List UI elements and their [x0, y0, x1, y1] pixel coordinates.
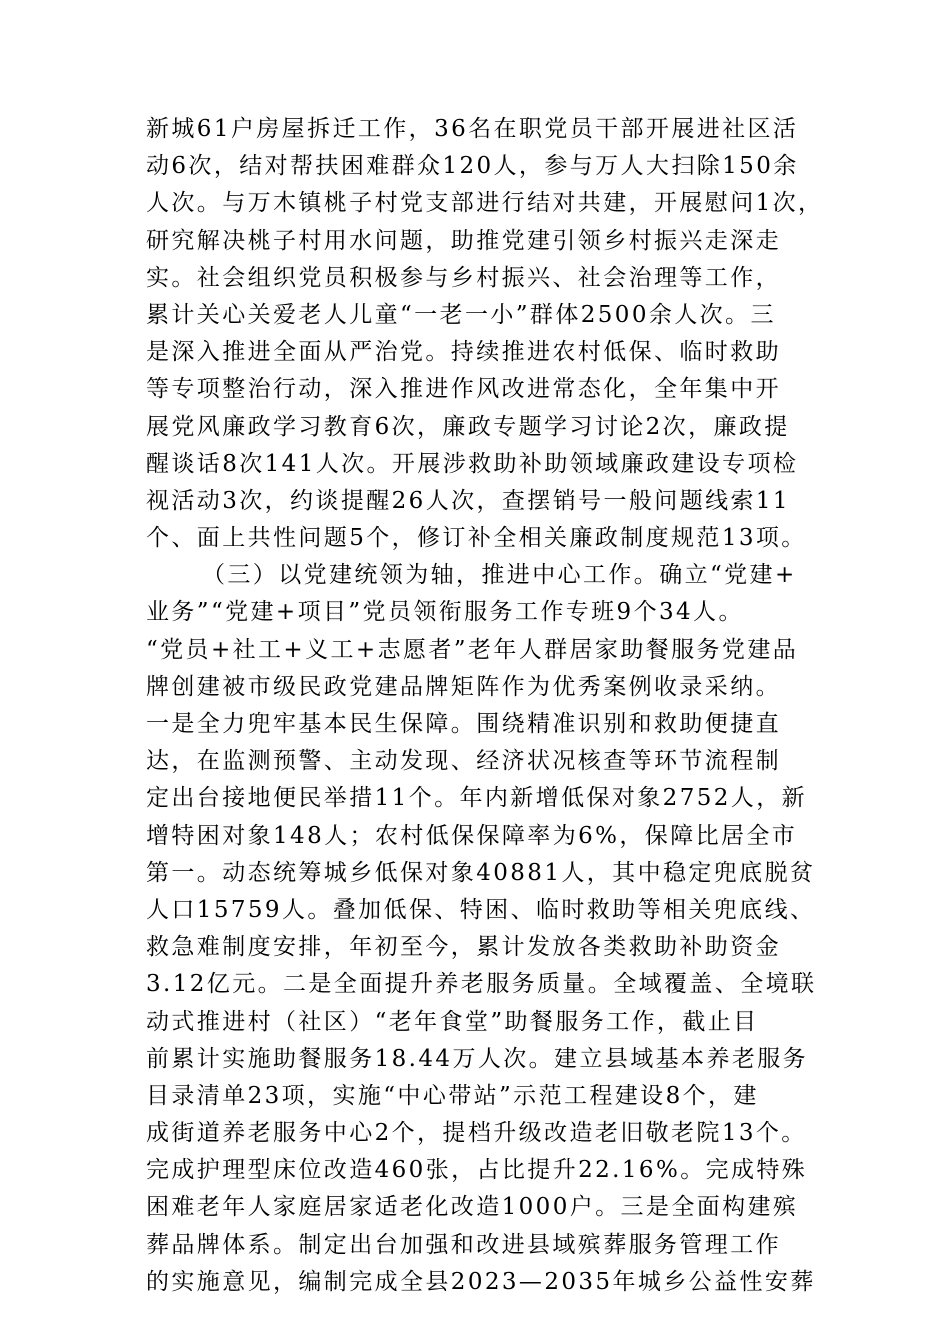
text-line: 定出台接地便民举措11个。年内新增低保对象2752人，新	[146, 785, 807, 812]
text-line: 第一。动态统筹城乡低保对象40881人，其中稳定兜底脱贫	[146, 859, 816, 886]
text-line: 人口15759人。叠加低保、特困、临时救助等相关兜底线、	[146, 896, 816, 923]
text-line: 醒谈话8次141人次。开展涉救助补助领域廉政建设专项检	[146, 450, 799, 477]
text-line: 等专项整治行动，深入推进作风改进常态化，全年集中开	[146, 376, 781, 403]
section-heading-line: （三）以党建统领为轴，推进中心工作。确立“党建+	[202, 562, 797, 589]
text-line: 葬品牌体系。制定出台加强和改进县域殡葬服务管理工作	[146, 1231, 781, 1258]
text-line: 3.12亿元。二是全面提升养老服务质量。全域覆盖、全境联	[146, 971, 817, 998]
text-line: “党员+社工+义工+志愿者”老年人群居家助餐服务党建品	[146, 636, 799, 663]
text-line: 新城61户房屋拆迁工作，36名在职党员干部开展进社区活	[146, 116, 799, 142]
text-line: 动6次，结对帮扶困难群众120人，参与万人大扫除150余	[146, 153, 799, 180]
text-line: 视活动3次，约谈提醒26人次，查摆销号一般问题线索11	[146, 487, 790, 514]
text-line: 是深入推进全面从严治党。持续推进农村低保、临时救助	[146, 339, 781, 366]
text-line: 目录清单23项，实施“中心带站”示范工程建设8个，建	[146, 1082, 759, 1109]
text-line: 累计关心关爱老人儿童“一老一小”群体2500余人次。三	[146, 301, 776, 328]
text-line: 完成护理型床位改造460张，占比提升22.16%。完成特殊	[146, 1157, 808, 1184]
document-body	[146, 111, 826, 1301]
text-line: 一是全力兜牢基本民生保障。围绕精准识别和救助便捷直	[146, 711, 781, 737]
text-line: 前累计实施助餐服务18.44万人次。建立县域基本养老服务	[146, 1045, 809, 1072]
text-line: 困难老年人家庭居家适老化改造1000户。三是全面构建殡	[146, 1194, 799, 1221]
text-line: 研究解决桃子村用水问题，助推党建引领乡村振兴走深走	[146, 227, 781, 254]
text-line: 牌创建被市级民政党建品牌矩阵作为优秀案例收录采纳。	[146, 673, 781, 700]
text-line: 的实施意见，编制完成全县2023—2035年城乡公益性安葬	[146, 1268, 816, 1295]
text-line: 业务”“党建+项目”党员领衔服务工作专班9个34人。	[146, 599, 744, 626]
text-line: 动式推进村（社区）“老年食堂”助餐服务工作，截止目	[146, 1008, 759, 1035]
text-line: 展党风廉政学习教育6次，廉政专题学习讨论2次，廉政提	[146, 413, 790, 440]
text-line: 实。社会组织党员积极参与乡村振兴、社会治理等工作，	[146, 264, 781, 291]
text-line: 达，在监测预警、主动发现、经济状况核查等环节流程制	[146, 748, 781, 775]
text-line: 成街道养老服务中心2个，提档升级改造老旧敬老院13个。	[146, 1120, 807, 1147]
text-line: 个、面上共性问题5个，修订补全相关廉政制度规范13项。	[146, 525, 807, 552]
text-line: 增特困对象148人；农村低保保障率为6%，保障比居全市	[146, 822, 798, 849]
text-line: 救急难制度安排，年初至今，累计发放各类救助补助资金	[146, 934, 781, 961]
text-line: 人次。与万木镇桃子村党支部进行结对共建，开展慰问1次，	[146, 190, 824, 217]
